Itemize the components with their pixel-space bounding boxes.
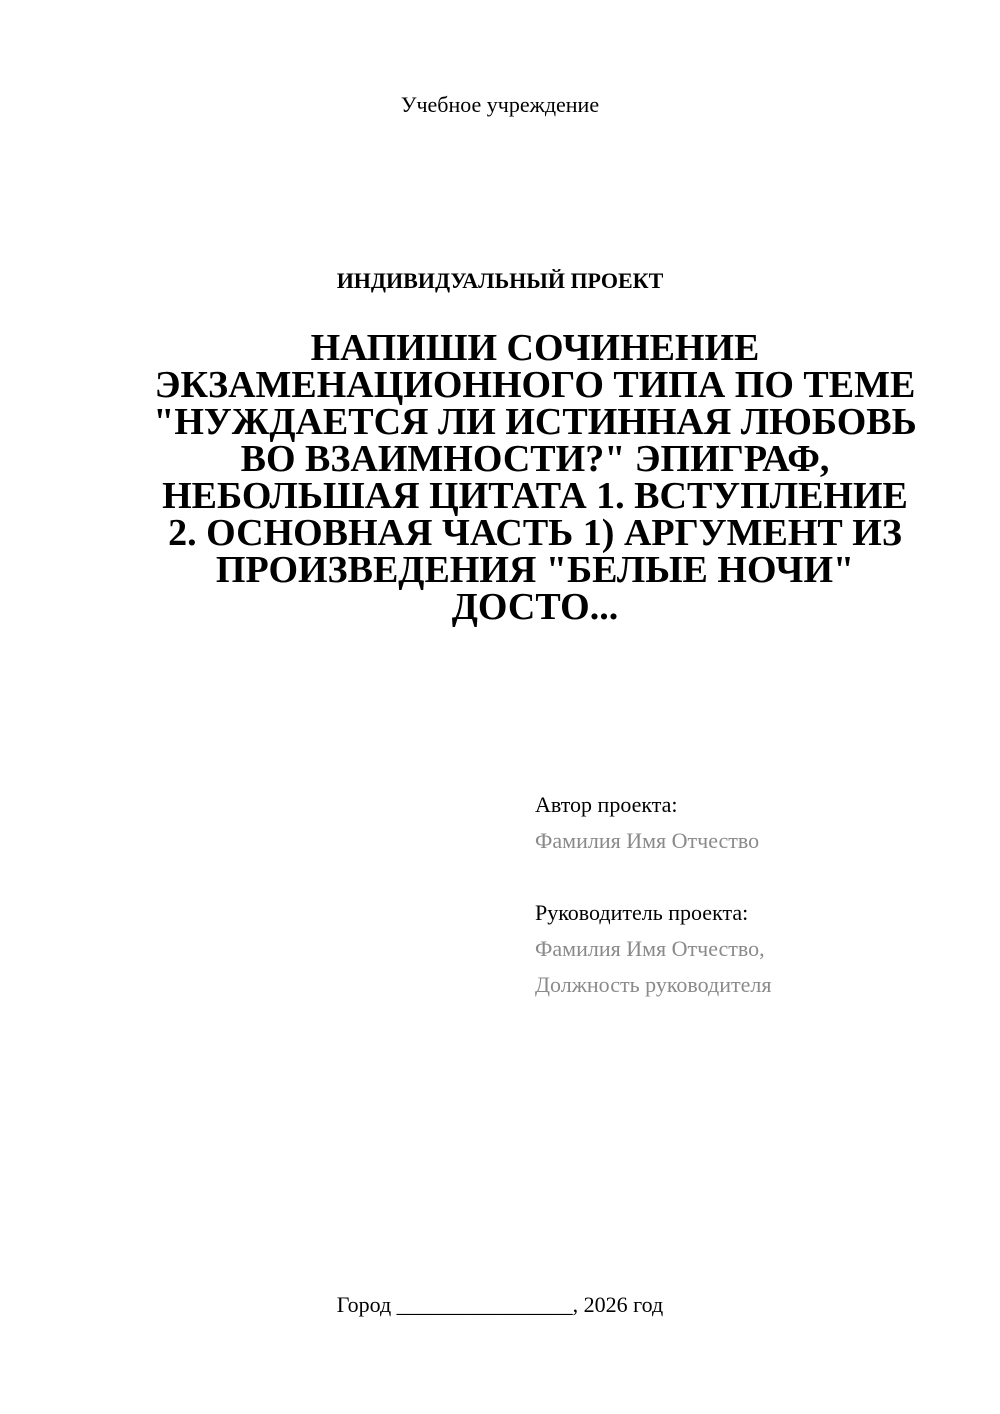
supervisor-label: Руководитель проекта: bbox=[535, 900, 749, 925]
project-title: НАПИШИ СОЧИНЕНИЕ ЭКЗАМЕНАЦИОННОГО ТИПА ПО ТЕМЕ "НУЖДАЕТСЯ ЛИ ИСТИННАЯ ЛЮБОВЬ ВО ВЗАИМНОСТИ?" ЭПИГРАФ, НЕБОЛЬШАЯ ЦИТАТА 1. ВСТУПЛЕНИЕ 2. ОСНОВНАЯ ЧАСТЬ 1) АРГУМЕНТ ИЗ ПРОИЗВЕДЕНИЯ "БЕЛЫЕ НОЧИ" ДОСТО... bbox=[153, 327, 917, 628]
supervisor-name: Фамилия Имя Отчество, bbox=[535, 936, 765, 961]
supervisor-position: Должность руководителя bbox=[535, 972, 772, 997]
author-name: Фамилия Имя Отчество bbox=[535, 828, 760, 853]
author-label: Автор проекта: bbox=[535, 792, 678, 817]
authors-block bbox=[535, 787, 975, 1003]
city-year-footer: Город ________________, 2026 год bbox=[336, 1292, 664, 1317]
project-type-heading: ИНДИВИДУАЛЬНЫЙ ПРОЕКТ bbox=[336, 268, 664, 293]
institution-name: Учебное учреждение bbox=[400, 92, 600, 117]
authors-spacer bbox=[535, 859, 975, 895]
